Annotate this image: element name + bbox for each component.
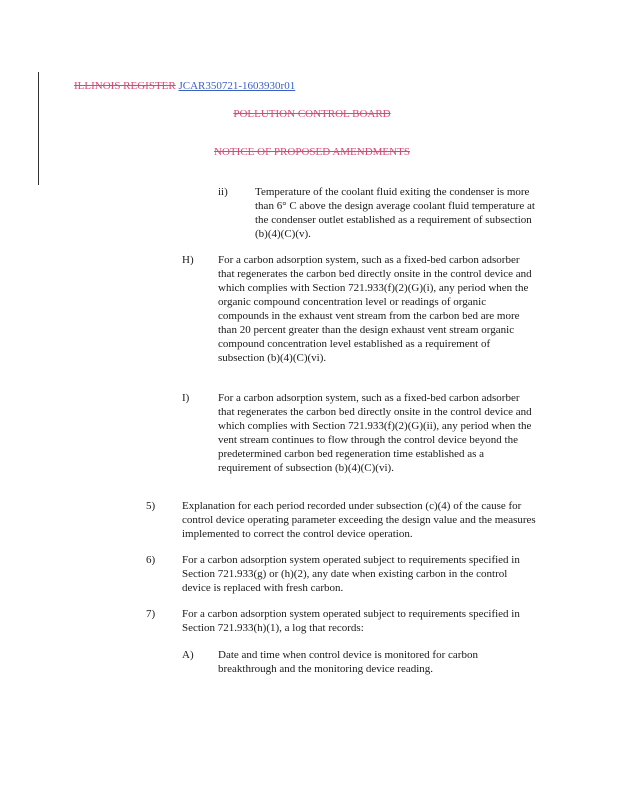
item-text: For a carbon adsorption system, such as a fixed-bed carbon adsorber that regenerates the carbon bed directly onsite in the control device and which complies with Section 721.933(f)(2)(G)(i), any period when the organic compound concentration level or readings of organic compounds in the exhaust vent stream from the carbon bed are more than 20 percent greater than the design exhaust vent stream organic compound concentration level established as a requirement of subsection (b)(4)(C)(vi). (218, 254, 532, 364)
item-label: 5) (146, 500, 156, 512)
register-struck-text: ILLINOIS REGISTER (74, 80, 176, 92)
register-inserted-text: JCAR350721-1603930r01 (178, 80, 296, 92)
item-label: 7) (146, 608, 156, 620)
item-text: Date and time when control device is monitored for carbon breakthrough and the monitoring device reading. (218, 649, 478, 675)
item-text: For a carbon adsorption system operated subject to requirements specified in Section 721.933(g) or (h)(2), any date when existing carbon in the control device is replaced with fresh carbon. (182, 554, 520, 594)
item-label: H) (182, 254, 194, 266)
item-label: I) (182, 392, 190, 404)
item-label: ii) (218, 186, 228, 198)
item-text: For a carbon adsorption system, such as a fixed-bed carbon adsorber that regenerates the carbon bed directly onsite in the control device and which complies with Section 721.933(f)(2)(G)(ii), any period when the vent stream continues to flow through the control device beyond the predetermined carbon bed regeneration time established as a requirement of subsection (b)(4)(C)(vi). (218, 392, 532, 474)
board-title: POLLUTION CONTROL BOARD (233, 108, 391, 120)
notice-title: NOTICE OF PROPOSED AMENDMENTS (214, 146, 410, 158)
item-text: Temperature of the coolant fluid exiting the condenser is more than 6° C above the design average coolant fluid temperature at the condenser outlet established as a requirement of subsection (b)(4)(C)(v). (255, 186, 535, 240)
item-text: For a carbon adsorption system operated subject to requirements specified in Section 721.933(h)(1), a log that records: (182, 608, 520, 634)
item-label: A) (182, 649, 194, 661)
register-header (74, 80, 295, 92)
margin-change-bar (38, 72, 39, 185)
item-text: Explanation for each period recorded under subsection (c)(4) of the cause for control device operating parameter exceeding the design value and the measures implemented to correct the control device operation. (182, 500, 536, 540)
item-label: 6) (146, 554, 156, 566)
